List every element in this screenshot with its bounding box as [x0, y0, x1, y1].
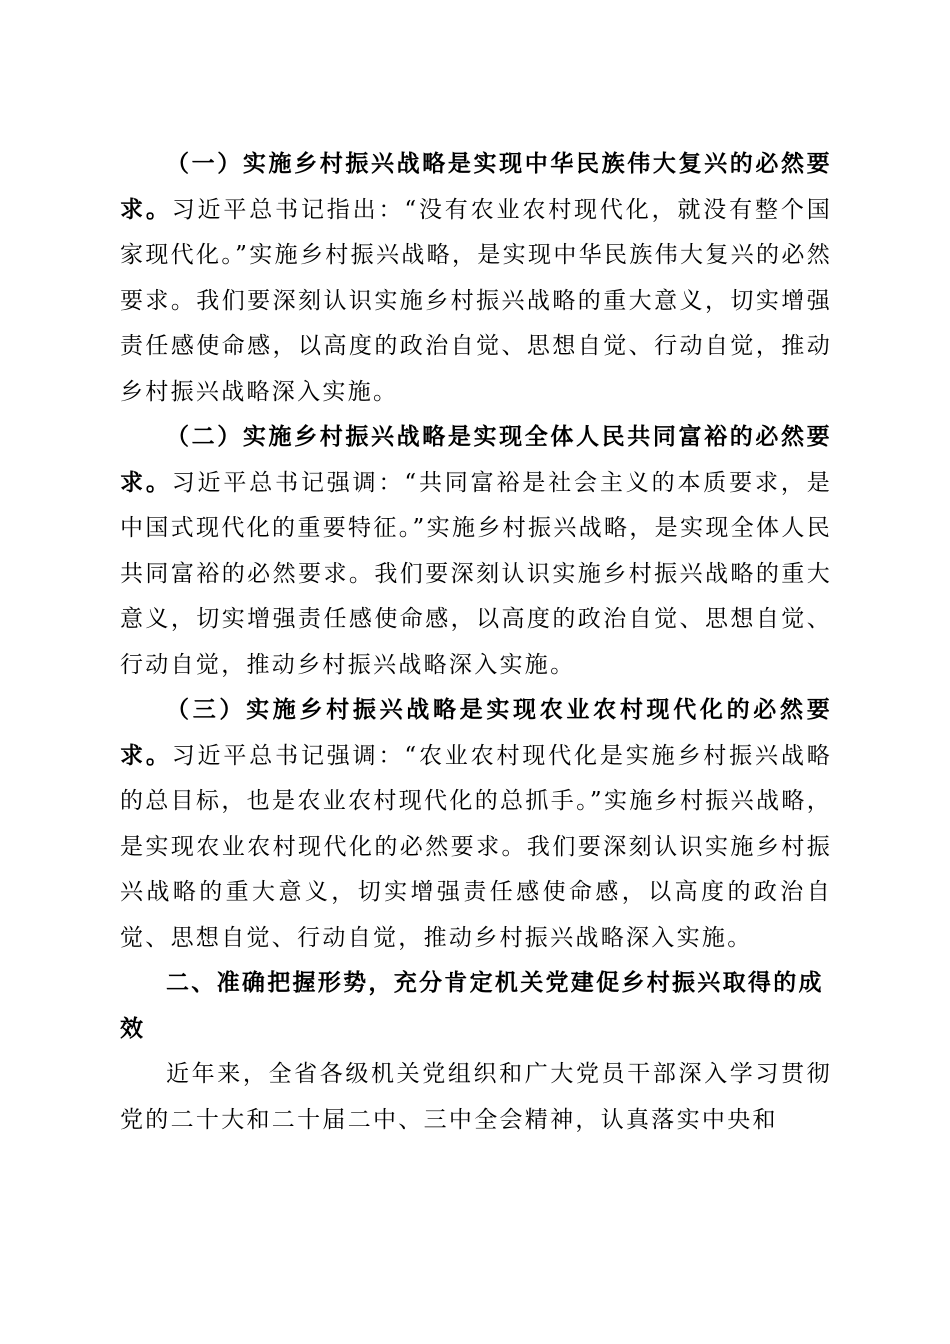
section-two-heading: 二、准确把握形势，充分肯定机关党建促乡村振兴取得的成效: [120, 970, 824, 1042]
section-two-paragraph: 近年来，全省各级机关党组织和广大党员干部深入学习贯彻党的二十大和二十届二中、三中全会精神，认真落实中央和: [120, 1061, 832, 1133]
paragraph-2-body: 习近平总书记强调：“共同富裕是社会主义的本质要求，是中国式现代化的重要特征。”实施乡村振兴战略，是实现全体人民共同富裕的必然要求。我们要深刻认识实施乡村振兴战略的重大意义，切实增强责任感使命感，以高度的政治自觉、思想自觉、行动自觉，推动乡村振兴战略深入实施。: [120, 469, 832, 678]
document-page: [120, 142, 832, 1143]
paragraph-3-body: 习近平总书记强调：“农业农村现代化是实施乡村振兴战略的总目标，也是农业农村现代化的总抓手。”实施乡村振兴战略，是实现农业农村现代化的必然要求。我们要深刻认识实施乡村振兴战略的重大意义，切实增强责任感使命感，以高度的政治自觉、思想自觉、行动自觉，推动乡村振兴战略深入实施。: [120, 742, 832, 951]
paragraph-1-body: 习近平总书记指出：“没有农业农村现代化，就没有整个国家现代化。”实施乡村振兴战略，是实现中华民族伟大复兴的必然要求。我们要深刻认识实施乡村振兴战略的重大意义，切实增强责任感使命感，以高度的政治自觉、思想自觉、行动自觉，推动乡村振兴战略深入实施。: [120, 196, 832, 405]
paragraph-1: [120, 142, 832, 415]
paragraph-3: [120, 688, 832, 961]
paragraph-1-subheading: （一）实施乡村振兴战略是实现中华民族伟大复兴的必然要求。: [120, 151, 832, 223]
paragraph-2-subheading: （二）实施乡村振兴战略是实现全体人民共同富裕的必然要求。: [120, 424, 832, 496]
paragraph-2: [120, 415, 832, 688]
paragraph-3-subheading: （三）实施乡村振兴战略是实现农业农村现代化的必然要求。: [120, 697, 832, 769]
